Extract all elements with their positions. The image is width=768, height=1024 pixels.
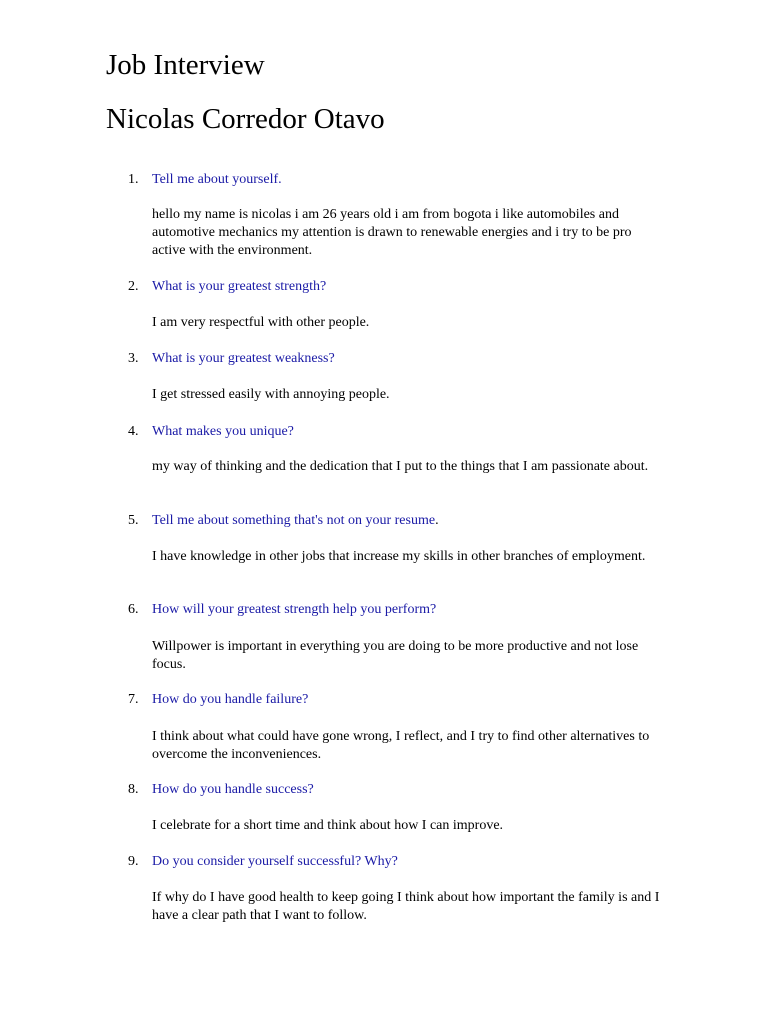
- answer-text: I celebrate for a short time and think about how I can improve.: [152, 818, 504, 833]
- question-text: Do you consider yourself successful? Why?: [152, 854, 398, 869]
- item-number: 4.: [128, 424, 139, 439]
- answer-text: Willpower is important in everything you are doing to be more productive and not lose focus.: [152, 639, 639, 672]
- answer-text: I have knowledge in other jobs that increase my skills in other branches of employment.: [152, 549, 646, 564]
- item-number: 6.: [128, 602, 139, 617]
- question-text: How do you handle success?: [152, 782, 314, 797]
- question-text: What is your greatest weakness?: [152, 351, 335, 366]
- item-number: 2.: [128, 279, 139, 294]
- question-text: How do you handle failure?: [152, 692, 309, 707]
- document-title: Job Interview: [106, 49, 265, 81]
- item-number: 3.: [128, 351, 139, 366]
- item-number: 8.: [128, 782, 139, 797]
- question-text: What is your greatest strength?: [152, 279, 327, 294]
- item-number: 9.: [128, 854, 139, 869]
- answer-text: I think about what could have gone wrong, I reflect, and I try to find other alternatives to overcome the inconveniences.: [152, 729, 650, 762]
- answer-text: my way of thinking and the dedication that I put to the things that I am passionate about.: [152, 459, 649, 474]
- answer-text: hello my name is nicolas i am 26 years old i am from bogota i like automobiles and automotive mechanics my attention is drawn to renewable energies and i try to be pro active with the environment.: [152, 207, 632, 258]
- question-text: What makes you unique?: [152, 424, 294, 439]
- question-text: How will your greatest strength help you perform?: [152, 602, 437, 617]
- question-text: Tell me about yourself.: [152, 172, 282, 187]
- item-number: 7.: [128, 692, 139, 707]
- document-subtitle: Nicolas Corredor Otavo: [106, 103, 385, 135]
- answer-text: I am very respectful with other people.: [152, 315, 370, 330]
- item-number: 1.: [128, 172, 139, 187]
- answer-text: If why do I have good health to keep going I think about how important the family is and I have a clear path that I want to follow.: [152, 890, 660, 923]
- item-number: 5.: [128, 513, 139, 528]
- answer-text: I get stressed easily with annoying people.: [152, 387, 390, 402]
- question-text: Tell me about something that's not on your resume.: [152, 513, 439, 528]
